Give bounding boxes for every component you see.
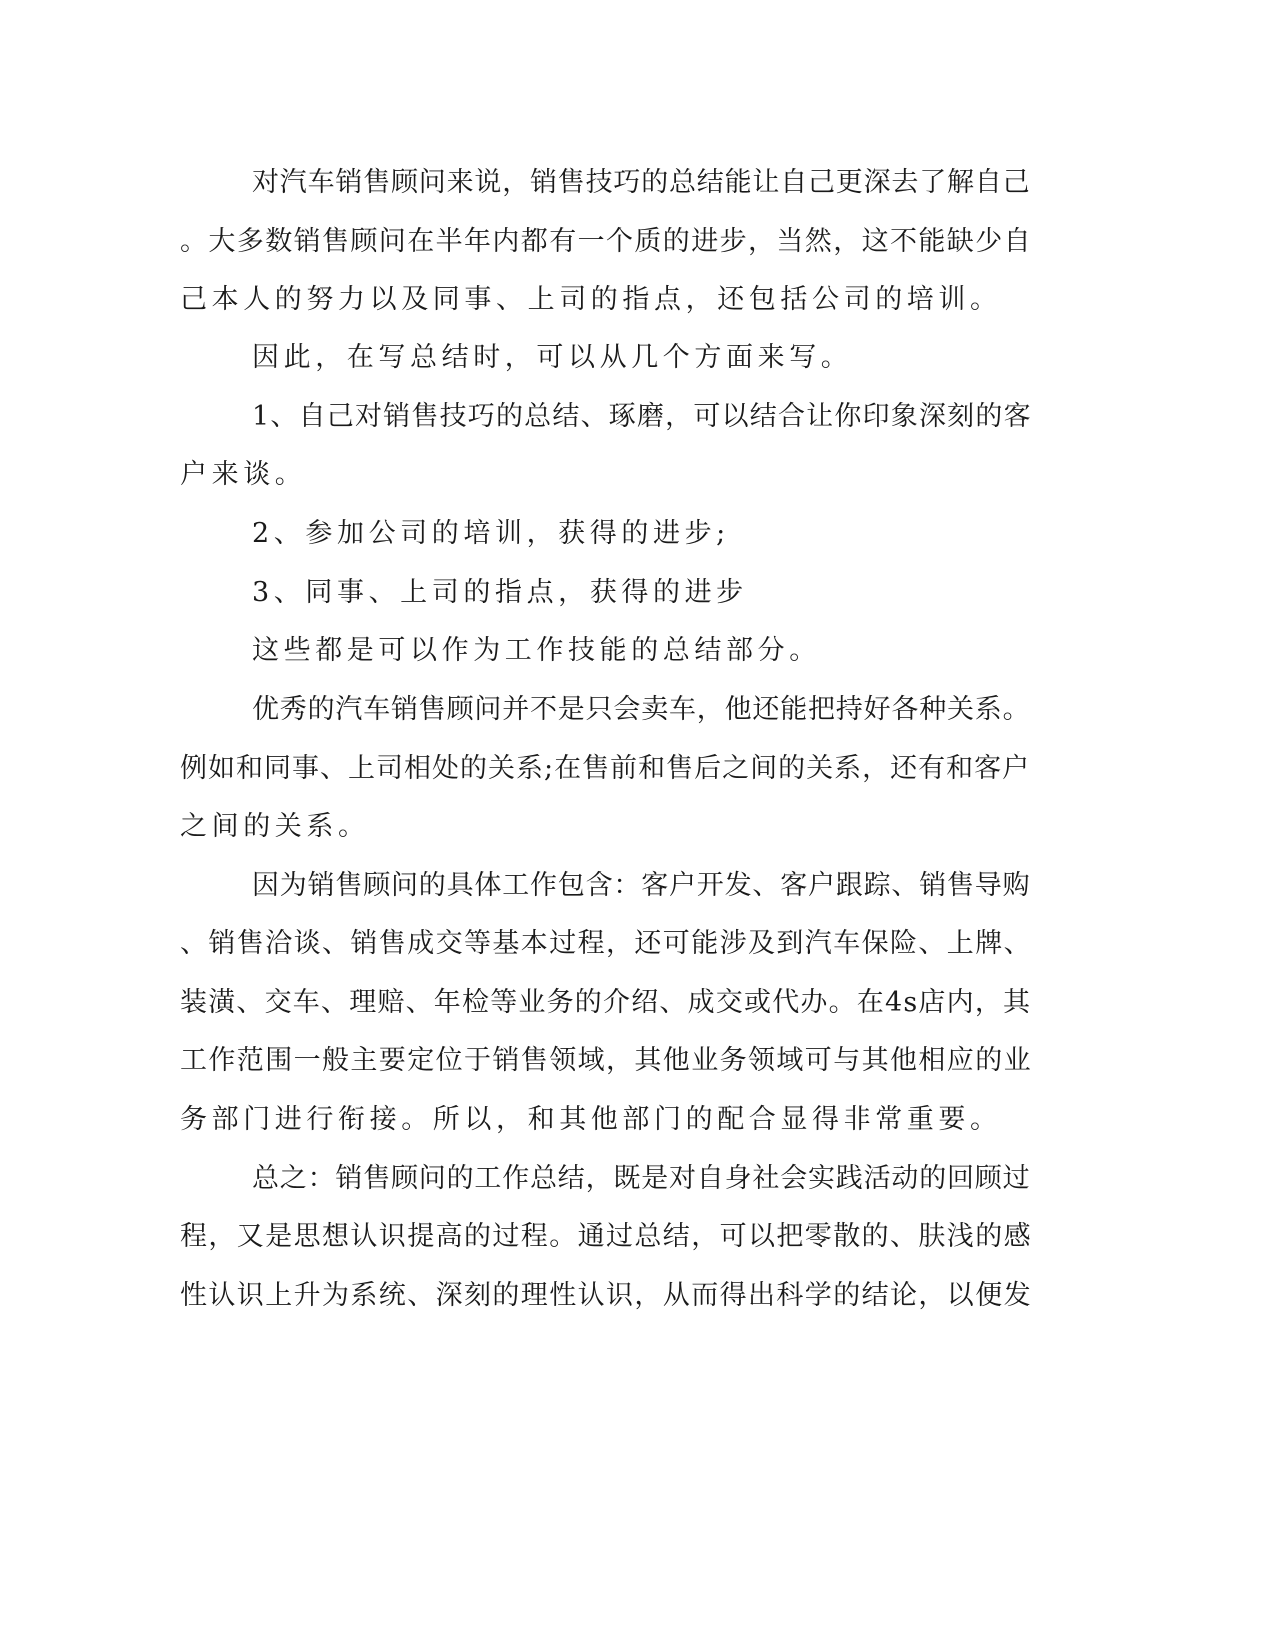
paragraph-line: 1、自己对销售技巧的总结、琢磨，可以结合让你印象深刻的客 xyxy=(252,401,1032,432)
paragraph-line: 例如和同事、上司相处的关系;在售前和售后之间的关系，还有和客户 xyxy=(180,753,1031,784)
paragraph-line: 务部门进行衔接。所以，和其他部门的配合显得非常重要。 xyxy=(180,1104,1002,1135)
paragraph-line: 2、参加公司的培训，获得的进步; xyxy=(252,518,730,549)
paragraph-line: 程，又是思想认识提高的过程。通过总结，可以把零散的、肤浅的感 xyxy=(180,1221,1032,1252)
paragraph-line: 工作范围一般主要定位于销售领域，其他业务领域可与其他相应的业 xyxy=(180,1045,1032,1076)
paragraph-line: 总之：销售顾问的工作总结，既是对自身社会实践活动的回顾过 xyxy=(252,1163,1031,1194)
paragraph-line: 之间的关系。 xyxy=(180,811,370,842)
paragraph-line: 这些都是可以作为工作技能的总结部分。 xyxy=(252,635,821,666)
paragraph-line: 优秀的汽车销售顾问并不是只会卖车，他还能把持好各种关系。 xyxy=(252,694,1031,725)
paragraph-line: 装潢、交车、理赔、年检等业务的介绍、成交或代办。在4s店内，其 xyxy=(180,987,1032,1018)
paragraph-line: 对汽车销售顾问来说，销售技巧的总结能让自己更深去了解自己 xyxy=(252,167,1031,198)
paragraph-line: 户来谈。 xyxy=(180,459,307,490)
paragraph-line: 性认识上升为系统、深刻的理性认识，从而得出科学的结论，以便发 xyxy=(180,1280,1032,1311)
paragraph-line: 己本人的努力以及同事、上司的指点，还包括公司的培训。 xyxy=(180,284,1002,315)
paragraph-line: 、销售洽谈、销售成交等基本过程，还可能涉及到汽车保险、上牌、 xyxy=(180,928,1032,959)
paragraph-line: 。大多数销售顾问在半年内都有一个质的进步，当然，这不能缺少自 xyxy=(180,226,1032,257)
paragraph-line: 因此，在写总结时，可以从几个方面来写。 xyxy=(252,342,853,373)
paragraph-line: 因为销售顾问的具体工作包含：客户开发、客户跟踪、销售导购 xyxy=(252,870,1031,901)
paragraph-line: 3、同事、上司的指点，获得的进步 xyxy=(252,577,748,608)
